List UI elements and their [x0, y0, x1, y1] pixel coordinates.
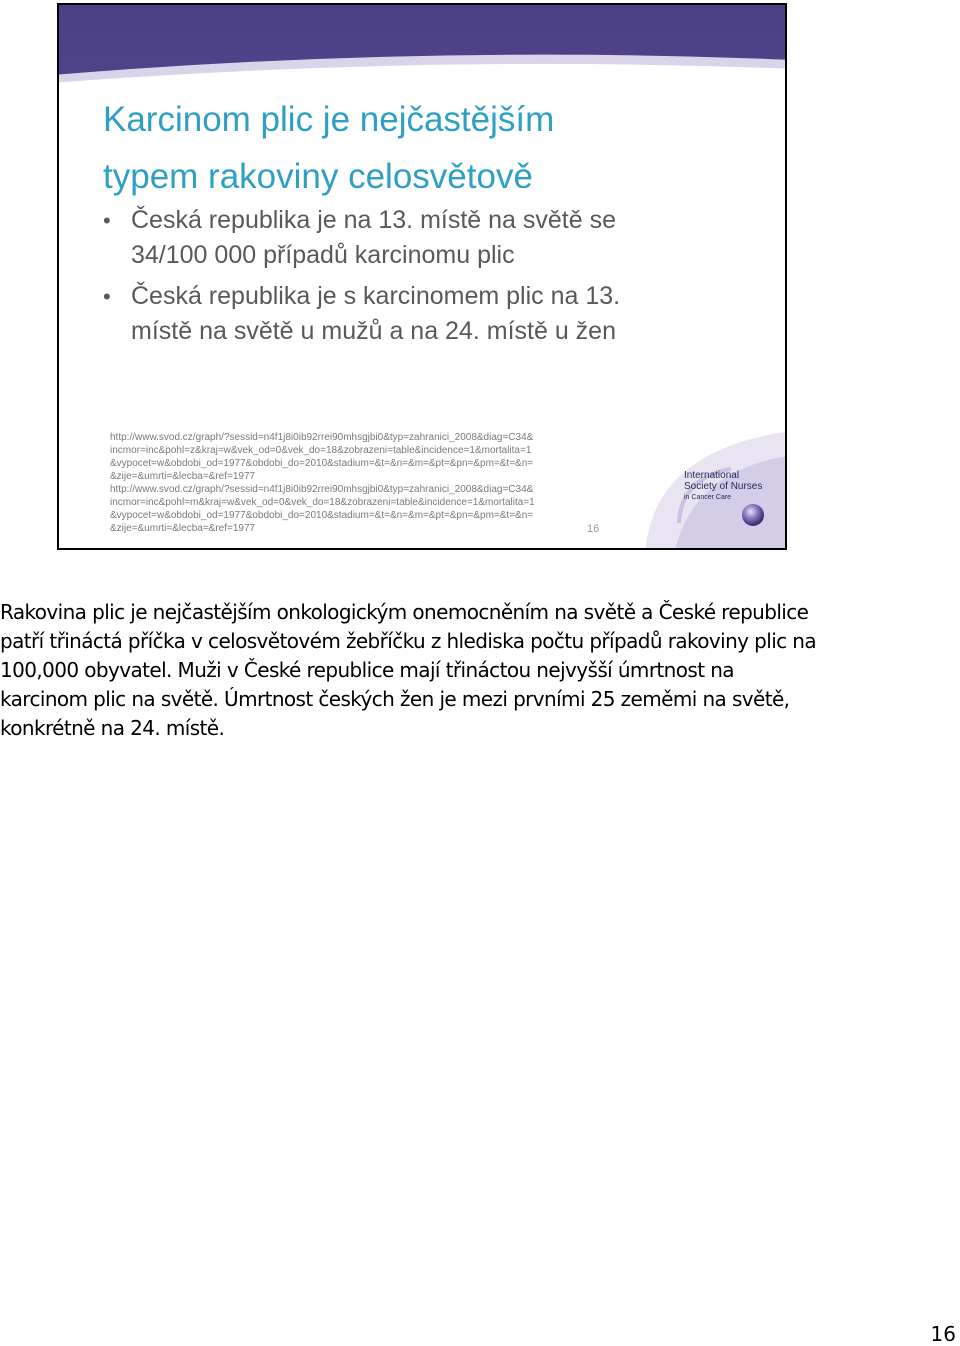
notes-line: Rakovina plic je nejčastějším onkologickým onemocněním na světě a České republice: [0, 600, 809, 624]
reference-line: incmor=inc&pohl=m&kraj=w&vek_od=0&vek_do=18&zobrazeni=table&incidence=1&mortalita=1: [110, 497, 535, 508]
slide-bullet: [103, 203, 753, 273]
notes-line: patří třináctá příčka v celosvětovém žebříčku z hlediska počtu případů rakoviny plic na: [0, 629, 817, 653]
page-number: 16: [930, 1322, 956, 1346]
logo-line: in Cancer Care: [684, 494, 732, 501]
slide-bullet: [103, 279, 753, 349]
slide-bullet-line: • Česká republika je s karcinomem plic na 13.: [131, 282, 621, 310]
logo-line: International: [684, 470, 740, 481]
reference-line: &zije=&umrti=&lecba=&ref=1977: [110, 523, 256, 534]
slide-title-line: Karcinom plic je nejčastějším: [103, 100, 555, 139]
slide-number: 16: [587, 523, 600, 535]
slide-bullet-line: 34/100 000 případů karcinomu plic: [131, 241, 515, 269]
slide-title-line: typem rakoviny celosvětově: [103, 157, 533, 196]
slide-bullet-list: [103, 203, 753, 355]
slide-title: [103, 91, 743, 205]
reference-line: http://www.svod.cz/graph/?sessid=n4f1j8i0ib92rrei90mhsgjbi0&typ=zahranici_2008&diag=C34&: [110, 484, 534, 495]
reference-line: http://www.svod.cz/graph/?sessid=n4f1j8i0ib92rrei90mhsgjbi0&typ=zahranici_2008&diag=C34&: [110, 432, 534, 443]
slide-thumbnail: [57, 3, 787, 550]
reference-line: &zije=&umrti=&lecba=&ref=1977: [110, 471, 256, 482]
isncc-logo-text: [684, 470, 762, 503]
slide-bullet-line: místě na světě u mužů a na 24. místě u žen: [131, 317, 616, 345]
slide-references: [110, 431, 610, 535]
logo-line: Society of Nurses: [684, 481, 763, 492]
notes-line: konkrétně na 24. místě.: [0, 716, 225, 740]
notes-line: 100,000 obyvatel. Muži v České republice mají třináctou nejvyšší úmrtnost na: [0, 658, 734, 682]
reference-line: &vypocet=w&obdobi_od=1977&obdobi_do=2010&stadium=&t=&n=&m=&pt=&pn=&pm=&t=&n=: [110, 510, 534, 521]
slide-bullet-line: • Česká republika je na 13. místě na světě se: [131, 206, 616, 234]
speaker-notes: [0, 598, 950, 743]
reference-line: incmor=inc&pohl=z&kraj=w&vek_od=0&vek_do=18&zobrazeni=table&incidence=1&mortalita=1: [110, 445, 532, 456]
notes-line: karcinom plic na světě. Úmrtnost českých žen je mezi prvními 25 zeměmi na světě,: [0, 687, 790, 711]
reference-line: &vypocet=w&obdobi_od=1977&obdobi_do=2010&stadium=&t=&n=&m=&pt=&pn=&pm=&t=&n=: [110, 458, 534, 469]
